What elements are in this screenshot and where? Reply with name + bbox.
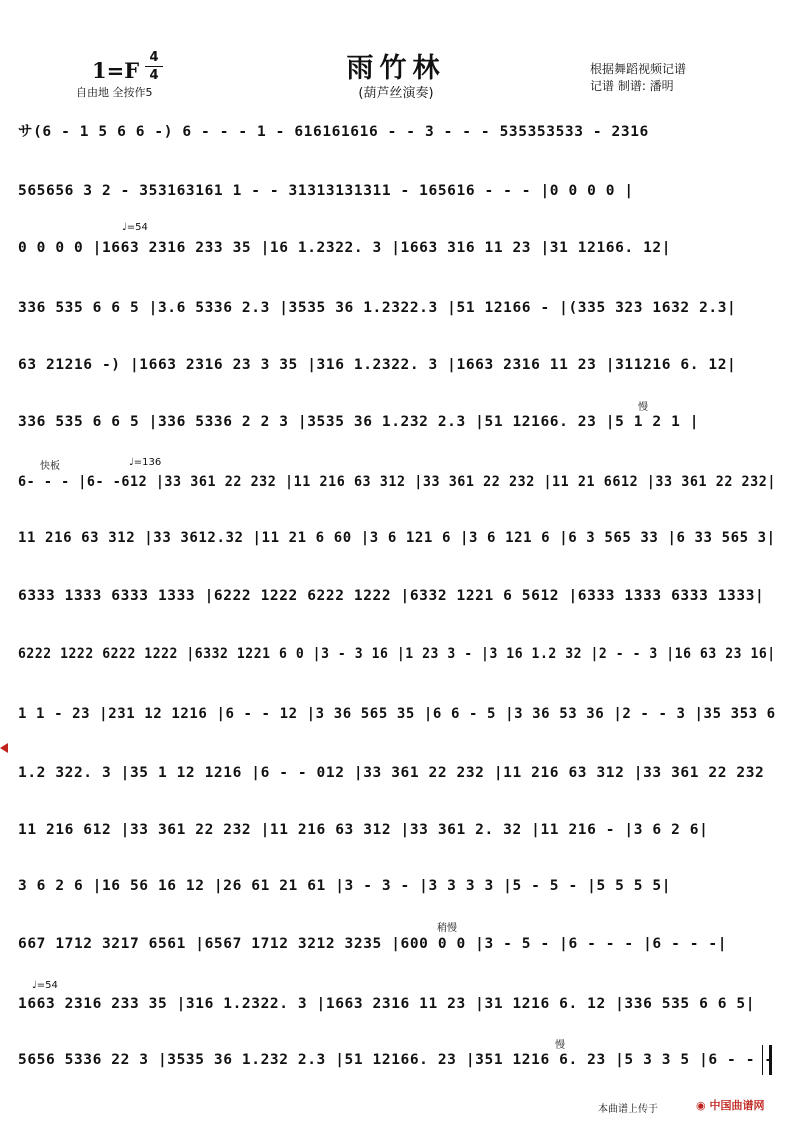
score-line-text: 0 0 0 0 |1663 2316 233 35 |16 1.2322. 3 |1663 316 11 23 |31 12166. 12| xyxy=(18,240,672,256)
time-signature-bottom: 4 xyxy=(149,68,159,83)
score-line-text: 6- - - |6- -612 |33 361 22 232 |11 216 63 312 |33 361 22 232 |11 21 6612 |33 361 22 232| xyxy=(18,474,777,490)
score-line-text: 565656 3 2 - 353163161 1 - - 31313131311 - 165616 - - - |0 0 0 0 | xyxy=(18,183,634,199)
time-signature-top: 4 xyxy=(149,50,159,65)
tempo-mark-man: 慢 xyxy=(555,1040,565,1051)
site-name: 中国曲谱网 xyxy=(709,1099,765,1112)
credit-source: 根据舞蹈视频记谱 xyxy=(590,62,687,76)
score-line xyxy=(18,756,776,790)
score-line-text: 11 216 63 312 |33 3612.32 |11 21 6 60 |3 6 121 6 |3 6 121 6 |6 3 565 33 |6 33 565 3| xyxy=(18,530,776,546)
score-line-text: 6333 1333 6333 1333 |6222 1222 6222 1222 |6332 1221 6 5612 |6333 1333 6333 1333| xyxy=(18,588,765,604)
tempo-mark-man: 慢 xyxy=(638,402,648,413)
score-line-text: 11 216 612 |33 361 22 232 |11 216 63 312 |33 361 2. 32 |11 216 - |3 6 2 6| xyxy=(18,822,709,838)
site-logo[interactable] xyxy=(696,1097,764,1113)
tempo-mark: ♩=54 xyxy=(32,980,58,991)
score-line-text: 336 535 6 6 5 |3.6 5336 2.3 |3535 36 1.2322.3 |51 12166 - |(335 323 1632 2.3| xyxy=(18,300,737,316)
time-signature-divider xyxy=(145,66,163,67)
score-line xyxy=(18,174,776,208)
score-line xyxy=(18,115,776,149)
score-line xyxy=(18,697,776,731)
page-title: 雨竹林 xyxy=(346,53,446,84)
score-line xyxy=(18,521,776,555)
score-line xyxy=(18,348,776,382)
score-line xyxy=(18,813,776,847)
score-line-text: 1.2 322. 3 |35 1 12 1216 |6 - - 012 |33 361 22 232 |11 216 63 312 |33 361 22 232 xyxy=(18,765,765,781)
tempo-mark: ♩=136 xyxy=(129,457,162,468)
score-line xyxy=(18,579,776,613)
time-signature xyxy=(145,50,163,83)
tempo-mark-kuaiban: 快板 xyxy=(40,461,60,472)
score-line xyxy=(18,1043,776,1077)
tempo-mark: ♩=54 xyxy=(122,222,148,233)
final-barline xyxy=(762,1045,772,1075)
score-line-text: サ(6 - 1 5 6 6 -) 6 - - - 1 - 616161616 - - 3 - - - 535353533 - 2316 xyxy=(18,124,649,140)
score-line-text: 3 6 2 6 |16 56 16 12 |26 61 21 61 |3 - 3 - |3 3 3 3 |5 - 5 - |5 5 5 5| xyxy=(18,878,672,894)
score-line xyxy=(18,231,776,265)
page-subtitle: (葫芦丝演奏) xyxy=(358,86,434,101)
score-line-text: 667 1712 3217 6561 |6567 1712 3212 3235 |600 0 0 |3 - 5 - |6 - - - |6 - - -| xyxy=(18,936,728,952)
score-line-text: 63 21216 -) |1663 2316 23 3 35 |316 1.2322. 3 |1663 2316 11 23 |311216 6. 12| xyxy=(18,357,737,373)
score-line xyxy=(18,465,776,499)
logo-icon: ◉ xyxy=(696,1099,706,1112)
score-line xyxy=(18,405,776,439)
tempo-mark-shaoman: 稍慢 xyxy=(437,923,457,934)
upload-note: 本曲谱上传于 xyxy=(598,1104,658,1115)
score-line xyxy=(18,637,776,671)
score-line xyxy=(18,927,776,961)
score-line-text: 1 1 - 23 |231 12 1216 |6 - - 12 |3 36 565 35 |6 6 - 5 |3 36 53 36 |2 - - 3 |35 353 6 xyxy=(18,706,776,722)
score-line-text: 6222 1222 6222 1222 |6332 1221 6 0 |3 - 3 16 |1 23 3 - |3 16 1.2 32 |2 - - 3 |16 63 23 16| xyxy=(18,646,776,662)
credit-transcriber: 记谱 制谱: 潘明 xyxy=(590,79,674,93)
score-line-text: 1663 2316 233 35 |316 1.2322. 3 |1663 2316 11 23 |31 1216 6. 12 |336 535 6 6 5| xyxy=(18,996,756,1012)
page-marker-arrow xyxy=(0,743,8,753)
key-signature: 1=F xyxy=(92,58,140,83)
score-line xyxy=(18,869,776,903)
score-line xyxy=(18,987,776,1021)
performance-note: 自由地 全按作5 xyxy=(76,86,153,99)
score-line-text: 336 535 6 6 5 |336 5336 2 2 3 |3535 36 1.232 2.3 |51 12166. 23 |5 1 2 1 | xyxy=(18,414,700,430)
score-line xyxy=(18,291,776,325)
score-line-text: 5656 5336 22 3 |3535 36 1.232 2.3 |51 12166. 23 |351 1216 6. 23 |5 3 3 5 |6 - - - xyxy=(18,1052,774,1068)
